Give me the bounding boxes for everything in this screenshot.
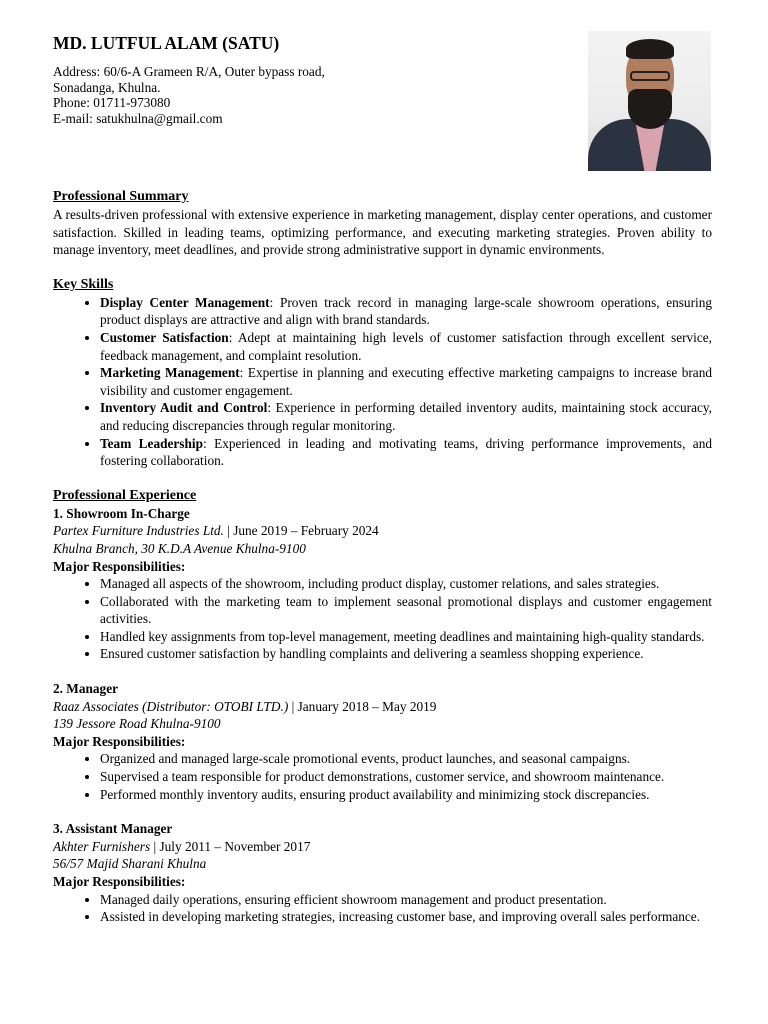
- responsibility-item: • Performed monthly inventory audits, ensuring product availability and minimizing stock discrepancies.: [100, 786, 712, 804]
- skill-desc: : Proven track record in managing large-scale showroom operations, ensuring product displays are attractive and align with brand standards.: [100, 294, 712, 328]
- skill-name: Customer Satisfaction: [100, 329, 229, 345]
- job-responsibilities: [53, 575, 712, 663]
- address-line-1: Address: 60/6-A Grameen R/A, Outer bypass road,: [53, 64, 325, 79]
- skills-heading: Key Skills: [53, 276, 114, 292]
- summary-heading: Professional Summary: [53, 189, 189, 204]
- job-company: Akhter Furnishers: [53, 838, 151, 854]
- responsibility-item: • Supervised a team responsible for product demonstrations, customer service, and showroom maintenance.: [100, 768, 712, 786]
- job-responsibilities: [53, 750, 712, 803]
- skill-desc: : Adept at maintaining high levels of customer satisfaction through excellent service, feedback management, and complaint resolution.: [100, 329, 712, 363]
- job-company-line: [53, 522, 712, 540]
- skill-name: Team Leadership: [100, 435, 203, 451]
- job-company: Raaz Associates (Distributor: OTOBI LTD.): [53, 698, 289, 714]
- job-period: | June 2019 – February 2024: [223, 523, 379, 539]
- responsibility-item: • Collaborated with the marketing team to implement seasonal promotional displays and customer engagement activities.: [100, 593, 712, 628]
- responsibility-item: • Handled key assignments from top-level management, meeting deadlines and maintaining high-quality standards.: [100, 628, 712, 646]
- summary-text: A results-driven professional with extensive experience in marketing management, display center operations, and customer satisfaction. Skilled in leading teams, optimizing performance, and executing marketing strategies. Proven ability to manage inventory, meet deadlines, and provide strong administrative support in dynamic environments.: [53, 207, 712, 258]
- responsibilities-label: Major Responsibilities:: [53, 733, 186, 749]
- job-location: Khulna Branch, 30 K.D.A Avenue Khulna-9100: [53, 540, 306, 556]
- responsibility-item: • Managed all aspects of the showroom, including product display, customer relations, and sales strategies.: [100, 575, 712, 593]
- job-responsibilities: [53, 891, 712, 926]
- skill-desc: : Experience in performing detailed inventory audits, maintaining stock accuracy, and reducing discrepancies through regular monitoring.: [100, 400, 712, 433]
- responsibility-item: • Organized and managed large-scale promotional events, product launches, and seasonal campaigns.: [100, 750, 712, 768]
- job-period: | January 2018 – May 2019: [288, 698, 437, 714]
- job-company-line: [53, 698, 712, 716]
- job-location: 56/57 Majid Sharani Khulna: [53, 856, 207, 872]
- skills-list: [53, 294, 712, 470]
- address-line-2: Sonadanga, Khulna.: [53, 79, 161, 95]
- resume-content: [53, 32, 712, 926]
- responsibility-item: • Managed daily operations, ensuring efficient showroom management and product presentation.: [100, 891, 712, 909]
- skill-desc: : Experienced in leading and motivating teams, driving performance improvements, and fostering collaboration.: [100, 435, 712, 469]
- skill-item: [100, 399, 712, 434]
- candidate-name: MD. LUTFUL ALAM (SATU): [53, 33, 280, 53]
- skill-item: [100, 294, 712, 329]
- phone-line: Phone: 01711-973080: [53, 95, 171, 110]
- skill-item: [100, 364, 712, 399]
- job-title: 1. Showroom In-Charge: [53, 505, 190, 521]
- responsibility-item: • Ensured customer satisfaction by handling complaints and delivering a seamless shopping experience.: [100, 645, 712, 663]
- job-period: | July 2011 – November 2017: [150, 838, 311, 854]
- contact-block: [53, 64, 712, 126]
- job-title: 2. Manager: [53, 681, 118, 697]
- experience-heading: Professional Experience: [53, 487, 197, 503]
- skill-name: Marketing Management: [100, 365, 240, 381]
- job-company: Partex Furniture Industries Ltd.: [53, 523, 224, 539]
- job-location: 139 Jessore Road Khulna-9100: [53, 716, 221, 732]
- skill-name: Inventory Audit and Control: [100, 400, 268, 416]
- skill-item: [100, 329, 712, 364]
- skill-desc: : Expertise in planning and executing effective marketing campaigns to increase brand visibility and customer engagement.: [100, 365, 712, 398]
- job-company-line: [53, 838, 712, 856]
- skill-item: [100, 435, 712, 470]
- skill-name: Display Center Management: [100, 294, 270, 310]
- email-line: E-mail: satukhulna@gmail.com: [53, 110, 223, 126]
- job-title: 3. Assistant Manager: [53, 821, 173, 837]
- responsibilities-label: Major Responsibilities:: [53, 558, 186, 574]
- responsibilities-label: Major Responsibilities:: [53, 874, 186, 889]
- responsibility-item: • Assisted in developing marketing strategies, increasing customer base, and improving overall sales performance.: [100, 908, 712, 926]
